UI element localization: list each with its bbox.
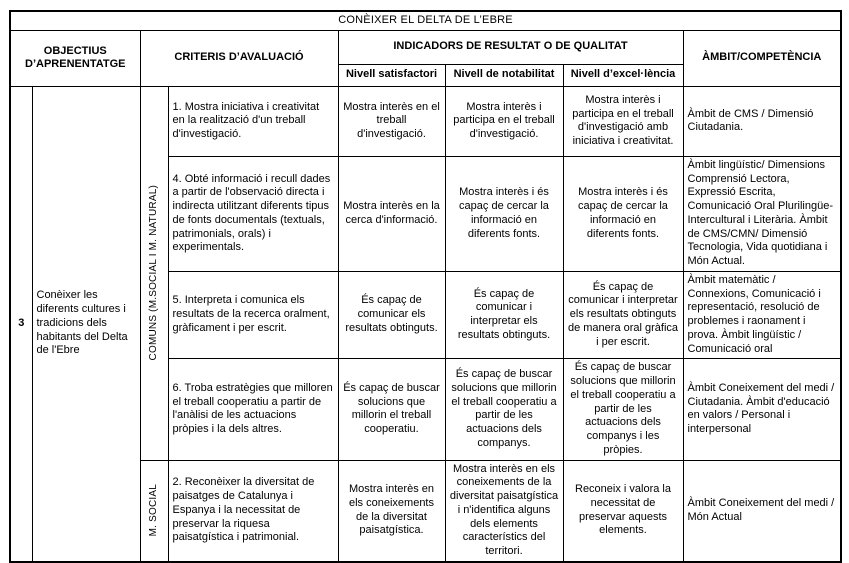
ambit-cell: Àmbit matemàtic / Connexions, Comunicació i representació, resolució de problemes i raonament i prova. Àmbit lingüístic / Comunicació oral — [683, 271, 841, 359]
indicator-satisfactori-cell: És capaç de buscar solucions que millorin el treball cooperatiu. — [338, 359, 445, 460]
indicator-excellencia-cell: Reconeix i valora la necessitat de preservar aquests elements. — [563, 460, 683, 562]
criteria-cell: 1. Mostra iniciativa i creativitat en la realització d'un treball d'investigació. — [168, 86, 338, 156]
group-label-social-text: M. SOCIAL — [147, 484, 159, 537]
level-header-excellencia: Nivell d’excel·lència — [563, 64, 683, 86]
ambit-cell: Àmbit Coneixement del medi / Ciutadania. Àmbit d'educació en valors / Personal i interpersonal — [683, 359, 841, 460]
indicator-notabilitat-cell: Mostra interès en els coneixements de la diversitat paisatgística i n'identifica alguns dels elements característics del territori. — [445, 460, 563, 562]
level-header-notabilitat: Nivell de notabilitat — [445, 64, 563, 86]
indicator-excellencia-cell: Mostra interès i és capaç de cercar la informació en diferents fonts. — [563, 156, 683, 271]
objective-number: 3 — [10, 86, 32, 562]
column-header-criteris: CRITERIS D’AVALUACIÓ — [140, 30, 338, 86]
header-row — [10, 30, 841, 64]
level-header-satisfactori: Nivell satisfactori — [338, 64, 445, 86]
indicator-satisfactori-cell: Mostra interès en els coneixements de la diversitat paisatgística. — [338, 460, 445, 562]
indicator-notabilitat-cell: És capaç de comunicar i interpretar els resultats obtinguts. — [445, 271, 563, 359]
column-header-objectius: OBJECTIUS D’APRENENTATGE — [10, 30, 140, 86]
ambit-cell: Àmbit lingüístic/ Dimensions Comprensió Lectora, Expressió Escrita, Comunicació Oral Plurilingüe- Intercultural i Literària. Àmbit de CMS/CMN/ Dimensió Tecnologia, Vida quotidiana i Món Actual. — [683, 156, 841, 271]
indicator-notabilitat-cell: Mostra interès i participa en el treball d'investigació. — [445, 86, 563, 156]
evaluation-rubric-table — [9, 10, 842, 563]
indicator-satisfactori-cell: Mostra interès en la cerca d'informació. — [338, 156, 445, 271]
column-header-indicadors: INDICADORS DE RESULTAT O DE QUALITAT — [338, 30, 683, 64]
criteria-cell: 4. Obté informació i recull dades a partir de l'observació directa i indirecta utilitzant diferents tipus de fonts documentals (textuals, patrimonials, orals) i experimentals. — [168, 156, 338, 271]
group-label-comuns — [140, 86, 168, 460]
group-label-comuns-text: COMUNS (M.SOCIAL I M. NATURAL) — [147, 185, 159, 361]
criteria-cell: 5. Interpreta i comunica els resultats de la recerca oralment, gràficament i per escrit. — [168, 271, 338, 359]
table-title: CONÈIXER EL DELTA DE L’EBRE — [10, 11, 841, 30]
indicator-excellencia-cell: Mostra interès i participa en el treball d'investigació amb iniciativa i creativitat. — [563, 86, 683, 156]
indicator-excellencia-cell: És capaç de comunicar i interpretar els resultats obtinguts de manera oral gràfica i per escrit. — [563, 271, 683, 359]
objective-text: Conèixer les diferents cultures i tradicions dels habitants del Delta de l'Ebre — [32, 86, 140, 562]
title-row — [10, 11, 841, 30]
indicator-satisfactori-cell: Mostra interès en el treball d'investigació. — [338, 86, 445, 156]
indicator-notabilitat-cell: És capaç de buscar solucions que millorin el treball cooperatiu a partir de les actuacions dels companys. — [445, 359, 563, 460]
indicator-satisfactori-cell: És capaç de comunicar els resultats obtinguts. — [338, 271, 445, 359]
table-row — [10, 86, 841, 156]
column-header-ambit: ÀMBIT/COMPETÈNCIA — [683, 30, 841, 86]
group-label-social — [140, 460, 168, 562]
ambit-cell: Àmbit Coneixement del medi / Món Actual — [683, 460, 841, 562]
ambit-cell: Àmbit de CMS / Dimensió Ciutadania. — [683, 86, 841, 156]
indicator-notabilitat-cell: Mostra interès i és capaç de cercar la informació en diferents fonts. — [445, 156, 563, 271]
indicator-excellencia-cell: És capaç de buscar solucions que millorin el treball cooperatiu a partir de les actuacions dels companys i les pròpies. — [563, 359, 683, 460]
criteria-cell: 2. Reconèixer la diversitat de paisatges de Catalunya i Espanya i la necessitat de preservar la riquesa paisatgística i patrimonial. — [168, 460, 338, 562]
criteria-cell: 6. Troba estratègies que milloren el treball cooperatiu a partir de l'anàlisi de les actuacions pròpies i la dels altres. — [168, 359, 338, 460]
